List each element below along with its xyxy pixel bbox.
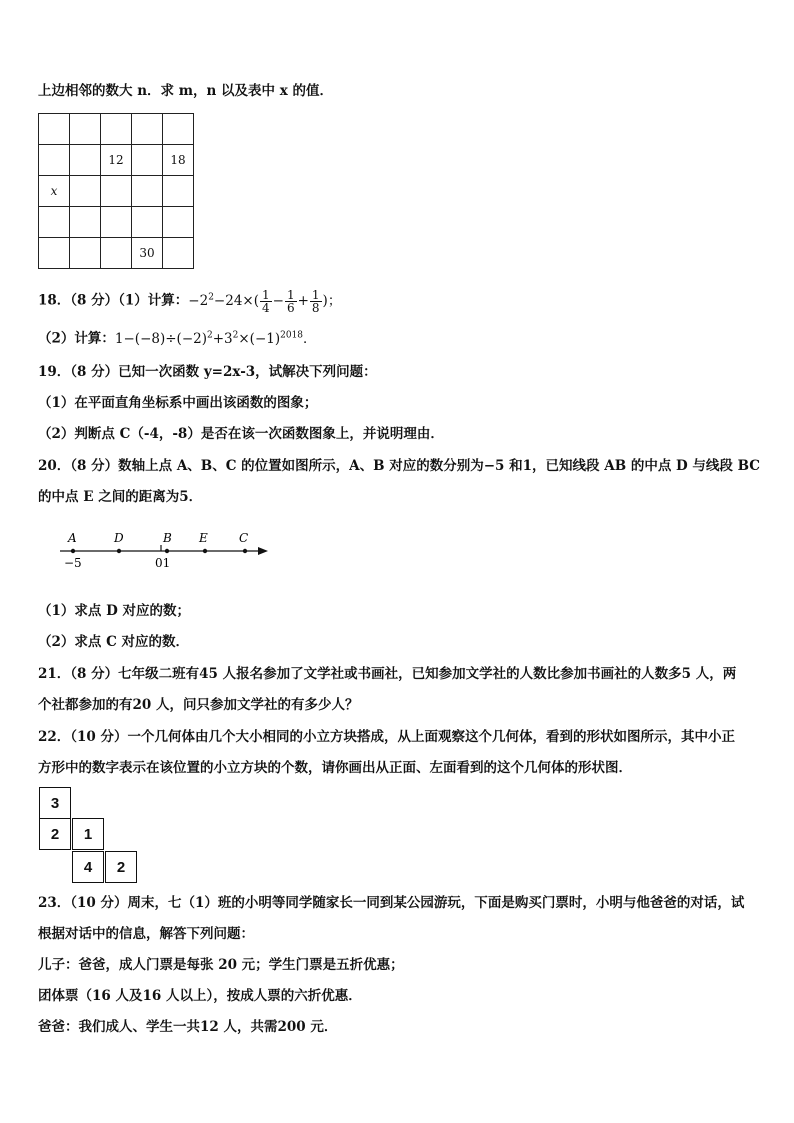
label-e: E [199, 531, 208, 545]
point-e-dot [203, 549, 207, 553]
grid-cell [39, 207, 70, 238]
cube-cell: 3 [39, 787, 71, 819]
q21-line1: 21．（8 分）七年级二班有45 人报名参加了文学社或书画社，已知参加文学社的人数比参加书画社的人数多5 人，两 [38, 666, 737, 682]
grid-cell [163, 176, 194, 207]
q22-line1: 22．（10 分）一个几何体由几个大小相同的小立方块搭成，从上面观察这个几何体，看到的形状如图所示，其中小正 [38, 729, 736, 745]
point-b-dot [165, 549, 169, 553]
grid-cell [163, 114, 194, 145]
grid-cell [132, 176, 163, 207]
q18-part2: （2）计算：$1-(-8)\div(-2)^2+3^2\times(-1)^{2018}$． [38, 330, 317, 347]
grid-cell [70, 145, 101, 176]
grid-cell [132, 145, 163, 176]
grid-cell [101, 238, 132, 269]
q23-line2: 根据对话中的信息，解答下列问题： [38, 926, 254, 942]
label-a: A [68, 531, 77, 545]
label-b: B [163, 531, 172, 545]
grid-cell: x [39, 176, 70, 207]
grid-cell [70, 176, 101, 207]
label-c: C [239, 531, 249, 545]
grid-cell [70, 114, 101, 145]
label-d: D [114, 531, 124, 545]
fraction: $\frac{1}{8}$ [311, 287, 320, 315]
grid-cell [39, 114, 70, 145]
point-a-dot [71, 549, 75, 553]
grid-cell: 30 [132, 238, 163, 269]
grid-cell [163, 207, 194, 238]
grid-cell: 18 [163, 145, 194, 176]
grid-cell [101, 207, 132, 238]
q22-line2: 方形中的数字表示在该位置的小立方块的个数，请你画出从正面、左面看到的这个几何体的形状图． [38, 760, 632, 776]
arrow-head-icon [258, 547, 268, 555]
q20-part2: （2）求点 C 对应的数． [38, 634, 190, 650]
number-grid [38, 113, 194, 269]
q17-tail-text: 上边相邻的数大 n．求 m，n 以及表中 x 的值． [38, 83, 333, 99]
cube-cell: 2 [39, 818, 71, 850]
grid-cell [163, 238, 194, 269]
q18-part1: 18．（8 分）（1）计算：$-2^2-24\times$( $\frac{1}{4}$ − $\frac{1}{6}$ + $\frac{1}{8}$ )； [38, 287, 342, 315]
fraction: $\frac{1}{6}$ [286, 287, 295, 315]
tick-label-01: 01 [155, 556, 171, 570]
cube-cell: 4 [72, 851, 104, 883]
q20-part1: （1）求点 D 对应的数； [38, 603, 190, 619]
q19-part1: （1）在平面直角坐标系中画出该函数的图象； [38, 395, 318, 411]
q21-line2: 个社都参加的有20 人，问只参加文学社的有多少人？ [38, 697, 359, 713]
cube-cell: 1 [72, 818, 104, 850]
point-d-dot [117, 549, 121, 553]
grid-cell [132, 207, 163, 238]
grid-cell [101, 114, 132, 145]
q23-dialogue-3: 爸爸：我们成人、学生一共12 人，共需200 元． [38, 1019, 338, 1035]
tick-label-minus5: −5 [64, 556, 82, 570]
point-c-dot [243, 549, 247, 553]
q20-line1: 20．（8 分）数轴上点 A、B、C 的位置如图所示，A、B 对应的数分别为−5 和1，已知线段 AB 的中点 D 与线段 BC [38, 458, 761, 474]
grid-cell [101, 176, 132, 207]
number-line-figure [55, 528, 285, 578]
cube-cell: 2 [105, 851, 137, 883]
grid-cell [70, 207, 101, 238]
grid-cell [132, 114, 163, 145]
q23-dialogue-1: 儿子：爸爸，成人门票是每张 20 元；学生门票是五折优惠； [38, 957, 404, 973]
fraction: $\frac{1}{4}$ [262, 287, 270, 315]
grid-cell [39, 238, 70, 269]
q23-dialogue-2: 团体票（16 人及16 人以上），按成人票的六折优惠． [38, 988, 362, 1004]
q19-part2: （2）判断点 C（-4，-8）是否在该一次函数图象上，并说明理由． [38, 426, 444, 442]
q20-line2: 的中点 E 之间的距离为5． [38, 489, 203, 505]
grid-cell [39, 145, 70, 176]
q23-line1: 23．（10 分）周末，七（1）班的小明等同学随家长一同到某公园游玩，下面是购买门票时，小明与他爸爸的对话，试 [38, 895, 745, 911]
q19-heading: 19．（8 分）已知一次函数 y=2x-3，试解决下列问题： [38, 364, 377, 380]
grid-cell [70, 238, 101, 269]
grid-cell: 12 [101, 145, 132, 176]
